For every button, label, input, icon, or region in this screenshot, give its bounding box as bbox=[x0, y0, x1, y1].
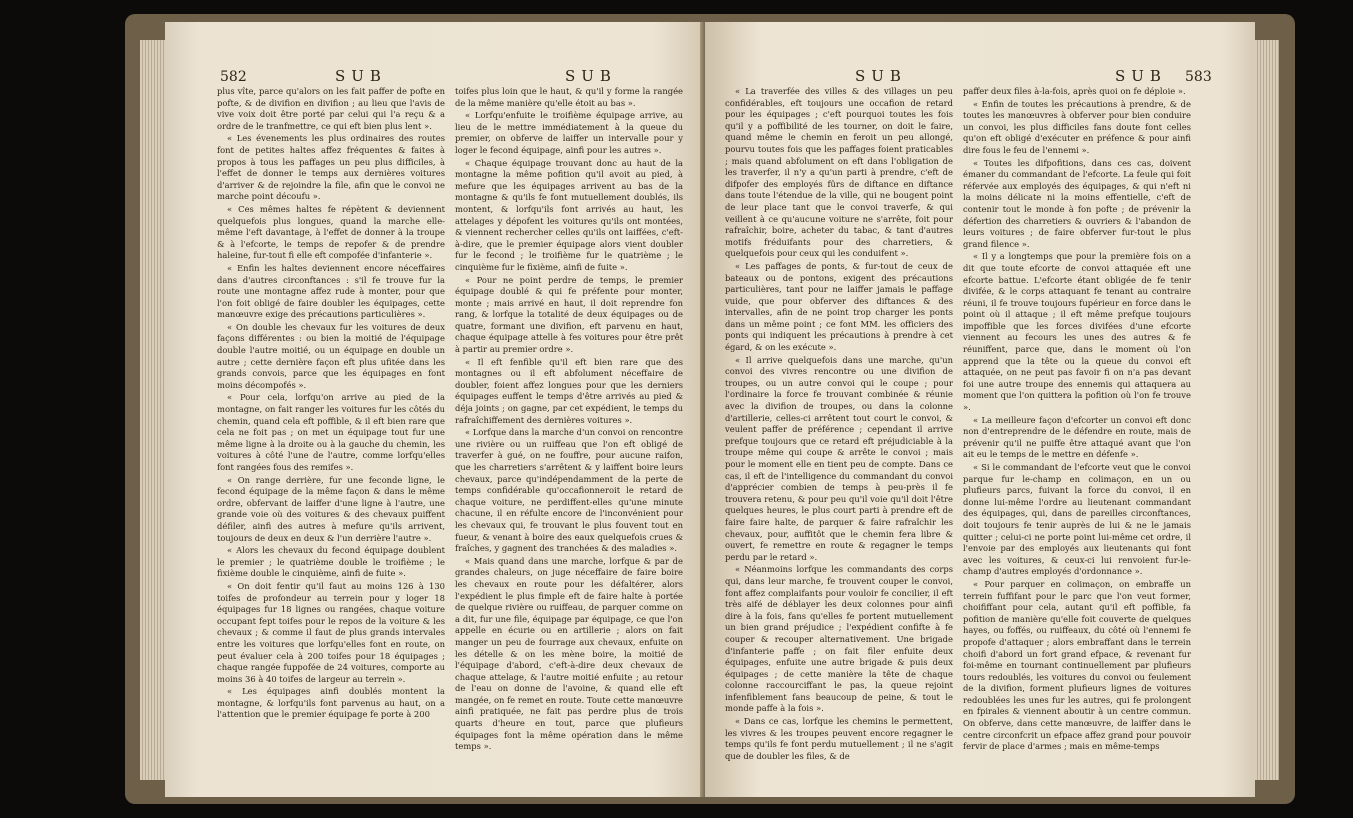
right-page-edges bbox=[1255, 40, 1279, 780]
paragraph: « Chaque équipage trouvant donc au haut de la montagne la même pofition qu'il avoit au pied, à mefure que les équipages arrivent au bas de la montagne & qu'ils fe font mutuellement doublés, ils montent, & lorfqu'ils font arrivés au haut, les attelages y dépofent les voitures qu'ils ont montées, & viennent rechercher celles qu'ils ont laiffées, c'eft-à-dire, que le premier équipage alors vient doubler fur le fecond ; le troifième fur le quatrième ; le cinquième fur le fixième, ainfi de fuite ». bbox=[455, 157, 683, 272]
paragraph: « Mais quand dans une marche, lorfque & par de grandes chaleurs, on juge néceffaire de faire boire les chevaux en route pour les défaltérer, alors l'expédient le plus fimple eft de faire halte à portée de quelque rivière ou ruiffeau, de parquer comme on a dit, fur une file, équipage par équipage, ce que l'on appelle en écurie ou en artillerie ; alors on fait manger un peu de fourrage aux chevaux, enfuite on les dételle & on les mène boire, la moitié de l'équipage d'abord, c'eft-à-dire deux chevaux de chaque attelage, & l'autre moitié enfuite ; au retour de l'eau on donne de l'avoine, & quand elle eft mangée, on fe remet en route. Toute cette manœuvre ainfi pratiquée, ne fait pas perdre plus de trois quarts d'heure en tout, parce que plufieurs équipages font la même opération dans le même temps ». bbox=[455, 555, 683, 752]
paragraph: « Lorfqu'enfuite le troifième équipage arrive, au lieu de le mettre immédiatement à la queue du premier, on obferve de laiffer un intervalle pour y loger le fecond équipage, ainfi pour les autres ». bbox=[455, 110, 683, 155]
paragraph: « Il y a longtemps que pour la première fois on a dit que toute efcorte de convoi attaquée eft une efcorte battue. L'efcorte étant obligée de fe tenir divifée, & le corps attaquant fe tenant au contraire réuni, il fe trouve toujours fupérieur en force dans le point où il attaque ; il eft même prefque toujours impoffible que les forces divifées d'une efcorte viennent au fecours les unes des autres & fe réuniffent, parce que, dans le moment où l'on apprend que la tête ou la queue du convoi eft attaquée, on ne peut pas favoir fi on n'a pas devant foi une autre troupe des ennemis qui attaquera au moment que l'on quittera la pofition où l'on fe trouve ». bbox=[963, 251, 1191, 413]
right-running-head-1: SUB bbox=[855, 67, 907, 85]
left-running-head-2: SUB bbox=[565, 67, 617, 85]
paragraph: « Lorfque dans la marche d'un convoi on rencontre une rivière ou un ruiffeau que l'on eft obligé de traverfer à gué, on ne fouffre, pour aucune raifon, que les charretiers s'arrêtent & y laiffent boire leurs chevaux, parce qu'indépendamment de la perte de temps confidérable qu'occafionneroit le retard de chaque voiture, ne perdiffent-elles qu'une minute chacune, il en réfulte encore de l'inconvénient pour les chevaux qui, fe trouvant le plus fouvent tout en fueur, & venant à boire des eaux quelquefois crues & fraîches, y gagnent des tranchées & des maladies ». bbox=[455, 427, 683, 554]
paragraph: « Dans ce cas, lorfque les chemins le permettent, les vivres & les troupes peuvent encore regagner le temps qu'ils fe font perdu mutuellement ; il ne s'agit que de doubler les files, & de bbox=[725, 716, 953, 761]
paragraph: « On doit fentir qu'il faut au moins 126 à 130 toifes de profondeur au terrein pour y loger 18 équipages fur 18 lignes ou rangées, chaque voiture occupant fept toifes pour le repos de la voiture & les chevaux ; & comme il faut de plus grands intervales entre les voitures que lorfqu'elles font en route, on peut évaluer cela à 200 toifes pour 18 équipages ; chaque rangée fuppofée de 24 voitures, comporte au moins 36 à 40 toifes de largeur au terrein ». bbox=[217, 580, 445, 684]
paragraph: « Pour ne point perdre de temps, le premier équipage doublé & qui fe préfente pour monter, monte ; mais arrivé en haut, il doit reprendre fon rang, & lorfque la totalité de deux équipages ou de quatre, formant une divifion, eft parvenu en haut, chaque équipage attelle à fes voitures pour être prêt à partir au premier ordre ». bbox=[455, 274, 683, 355]
left-running-head-1: SUB bbox=[335, 67, 387, 85]
right-running-head-2: SUB bbox=[1115, 67, 1167, 85]
left-page-edges bbox=[140, 40, 166, 780]
left-page-column-1 bbox=[217, 86, 445, 786]
paragraph: « Enfin de toutes les précautions à prendre, & de toutes les manœuvres à obferver pour bien conduire un convoi, les plus difficiles fans doute font celles qu'on eft obligé d'exécuter en préfence & pour ainfi dire fous le feu de l'ennemi ». bbox=[963, 98, 1191, 155]
paragraph: « Il arrive quelquefois dans une marche, qu'un convoi des vivres rencontre ou une divifion de troupes, ou un autre convoi qui le coupe ; pour l'ordinaire la force fe trouvant combinée & réunie avec la divifion de troupes, ou dans la colonne d'artillerie, celles-ci arrêtent tout court le convoi, & veulent paffer de préférence ; cependant il arrive prefque toujours que ce retard eft préjudiciable à la troupe même qui coupe & arrête le convoi ; mais pour le moment elle en tient peu de compte. Dans ce cas, il eft de l'intelligence du commandant du convoi d'apprécier combien de temps à peu-près il fe trouvera retenu, & pour peu qu'il voie qu'il doit l'être quelques heures, le plus court parti à prendre eft de faire faire halte, de parquer & faire rafraîchir les chevaux, pour, auffitôt que le chemin fera libre & ouvert, fe remettre en route & regagner le temps perdu par le retard ». bbox=[725, 354, 953, 562]
paragraph: « Les évenements les plus ordinaires des routes font de petites haltes affez fréquentes & faites à propos à tous les paffages un peu plus difficiles, à l'effet de donner le temps aux dernières voitures d'arriver & de rejoindre la file, afin que le convoi ne marche point découfu ». bbox=[217, 133, 445, 202]
paragraph: « Pour parquer en colimaçon, on embraffe un terrein fuffifant pour le parc que l'on veut former, choififfant pour cela, autant qu'il eft poffible, fa pofition de manière qu'elle foit couverte de quelques hayes, ou foffés, ou ruiffeaux, du côté où l'ennemi fe propofe d'attaquer ; alors embraffant dans le terrein choifi d'abord un fort grand efpace, & revenant fur foi-même en tournant continuellement par plufieurs tours redoublés, les voitures du convoi ou feulement de la divifion, forment plufieurs lignes de voitures redoublées les unes fur les autres, qui fe prolongent en fpirales & viennent aboutir à un centre commun. On obferve, dans cette manœuvre, de laiffer dans le centre circonfcrit un efpace affez grand pour pouvoir fervir de place d'armes ; mais en même-temps bbox=[963, 578, 1191, 752]
right-page-number: 583 bbox=[1185, 69, 1212, 85]
paragraph: « Enfin les haltes deviennent encore néceffaires dans d'autres circonftances : s'il fe trouve fur la route une montagne affez rude à monter, pour que l'on foit obligé de faire doubler les équipages, cette manœuvre exige des précautions particulières ». bbox=[217, 262, 445, 320]
paragraph: « Néanmoins lorfque les commandants des corps qui, dans leur marche, fe trouvent couper le convoi, font affez complaifants pour vouloir fe concilier, il eft très aifé de déblayer les deux colonnes pour ainfi dire à la fois, fans qu'elles fe portent mutuellement un bien grand préjudice ; l'expédient confifte à fe couper & recouper alternativement. Une brigade d'infanterie paffe ; on fait filer enfuite deux équipages, enfuite une autre brigade & puis deux équipages ; de cette manière la tête de chaque colonne raccourciffant le pas, la queue rejoint infenfiblement fans beaucoup de peine, & tout le monde paffe à la fois ». bbox=[725, 564, 953, 714]
right-page bbox=[705, 22, 1255, 797]
paragraph: « Si le commandant de l'efcorte veut que le convoi parque fur le-champ en colimaçon, en un ou plufieurs parcs, fuivant la force du convoi, il en donne lui-même l'ordre au lieutenant commandant des équipages, qui, dans de pareilles circonftances, doit toujours fe tenir auprès de lui & ne le jamais quitter ; celui-ci ne porte point lui-même cet ordre, il l'envoie par des employés aux lieutenants qui font avec les voitures, & ceux-ci lui renvoient fur-le-champ d'autres employés d'ordonnance ». bbox=[963, 462, 1191, 577]
paragraph: « Il eft fenfible qu'il eft bien rare que des montagnes ou il eft abfolument néceffaire de doubler, foient affez longues pour que les derniers équipages euffent le temps d'être arrivés au pied & déja joints ; on gagne, par cet expédient, le temps du rafraîchiffement des dernières voitures ». bbox=[455, 356, 683, 425]
left-page bbox=[165, 22, 720, 797]
paragraph: « On range derrière, fur une feconde ligne, le fecond équipage de la même façon & dans le même ordre, obfervant de laiffer d'une ligne à l'autre, une grande voie où des voitures & des chevaux puiffent défiler, ainfi des autres à mefure qu'ils arrivent, toujours de deux en deux & l'un derrière l'autre ». bbox=[217, 474, 445, 543]
left-page-column-2 bbox=[455, 86, 683, 786]
paragraph: plus vîte, parce qu'alors on les fait paffer de pofte en pofte, & de divifion en divifion ; au lieu que l'avis de vive voix doit être porté par celui qui l'a reçu & a ordre de le tranfmettre, ce qui eft bien plus lent ». bbox=[217, 86, 445, 131]
paragraph: « La meilleure façon d'efcorter un convoi eft donc non d'entreprendre de le défendre en route, mais de prévenir qu'il ne puiffe être attaqué avant que l'on ait eu le temps de le mettre en défenfe ». bbox=[963, 414, 1191, 460]
paragraph: paffer deux files à-la-fois, après quoi on fe déploie ». bbox=[963, 86, 1186, 96]
paragraph: « Alors les chevaux du fecond équipage doublent le premier ; le quatrième double le troifième ; le fixième double le cinquième, ainfi de fuite ». bbox=[217, 545, 445, 579]
right-page-column-2 bbox=[963, 86, 1191, 786]
paragraph: « Toutes les difpofitions, dans ces cas, doivent émaner du commandant de l'efcorte. La feule qui foit réfervée aux employés des équipages, & qui n'eft ni la moins délicate ni la moins effentielle, c'eft de contenir tout le monde à fon pofte ; de prévenir la défertion des charretiers & ouvriers & l'abandon de leurs voitures ; de faire obferver fur-tout le plus grand filence ». bbox=[963, 157, 1191, 249]
paragraph: « La traverfée des villes & des villages un peu confidérables, eft toujours une occafion de retard pour les équipages ; c'eft pourquoi toutes les fois qu'il y a poffibilité de les tourner, on doit le faire, quand même le chemin en feroit un peu allongé, pourvu toutes fois que les paffages foient praticables ; mais quand abfolument on eft dans l'obligation de les traverfer, il n'y a qu'un parti à prendre, c'eft de difpofer des employés fûrs de diftance en diftance dans toute l'étendue de la ville, qui ne bougent point de leur place tant que le convoi traverfe, & qui veillent à ce qu'aucune voiture ne s'arrête, foit pour rafraîchir, boire, acheter du tabac, & tant d'autres motifs fréduifants pour des charretiers, & quelquefois pour ceux qui les conduifent ». bbox=[725, 86, 953, 259]
right-page-column-1 bbox=[725, 86, 953, 786]
left-page-number: 582 bbox=[220, 69, 247, 85]
paragraph: « Les paffages de ponts, & fur-tout de ceux de bateaux ou de pontons, exigent des précautions particulières, tant pour ne laiffer jamais le paffage vuide, que pour obferver des diftances & des intervalles, afin de ne point trop charger les ponts dans un même point ; ce font MM. les officiers des ponts qui indiquent les précautions à prendre à cet égard, & on les exécute ». bbox=[725, 260, 953, 353]
paragraph: toifes plus loin que le haut, & qu'il y forme la rangée de la même manière qu'elle étoit au bas ». bbox=[455, 86, 683, 108]
paragraph: « Ces mêmes haltes fe répètent & deviennent quelquefois plus longues, quand la marche elle-même l'eft davantage, à l'effet de donner à la troupe & à l'efcorte, le temps de repofer & de prendre haleine, fur-tout fi elle eft compofée d'infanterie ». bbox=[217, 203, 445, 261]
paragraph: « On double les chevaux fur les voitures de deux façons différentes : ou bien la moitié de l'équipage double l'autre moitié, ou un équipage en double un autre ; cette dernière façon eft plus ufitée dans les grands convois, parce que les équipages en font moins décompofés ». bbox=[217, 321, 445, 390]
paragraph: « Pour cela, lorfqu'on arrive au pied de la montagne, on fait ranger les voitures fur les côtés du chemin, quand cela eft poffible, & il eft bien rare que cela ne foit pas ; on met un équipage tout fur une même ligne à la droite ou à la gauche du chemin, les voitures à côté l'une de l'autre, comme lorfqu'elles font rangées fous des remifes ». bbox=[217, 392, 445, 472]
paragraph: « Les équipages ainfi doublés montent la montagne, & lorfqu'ils font parvenus au haut, on a l'attention que le premier équipage fe porte à 200 bbox=[217, 686, 445, 720]
